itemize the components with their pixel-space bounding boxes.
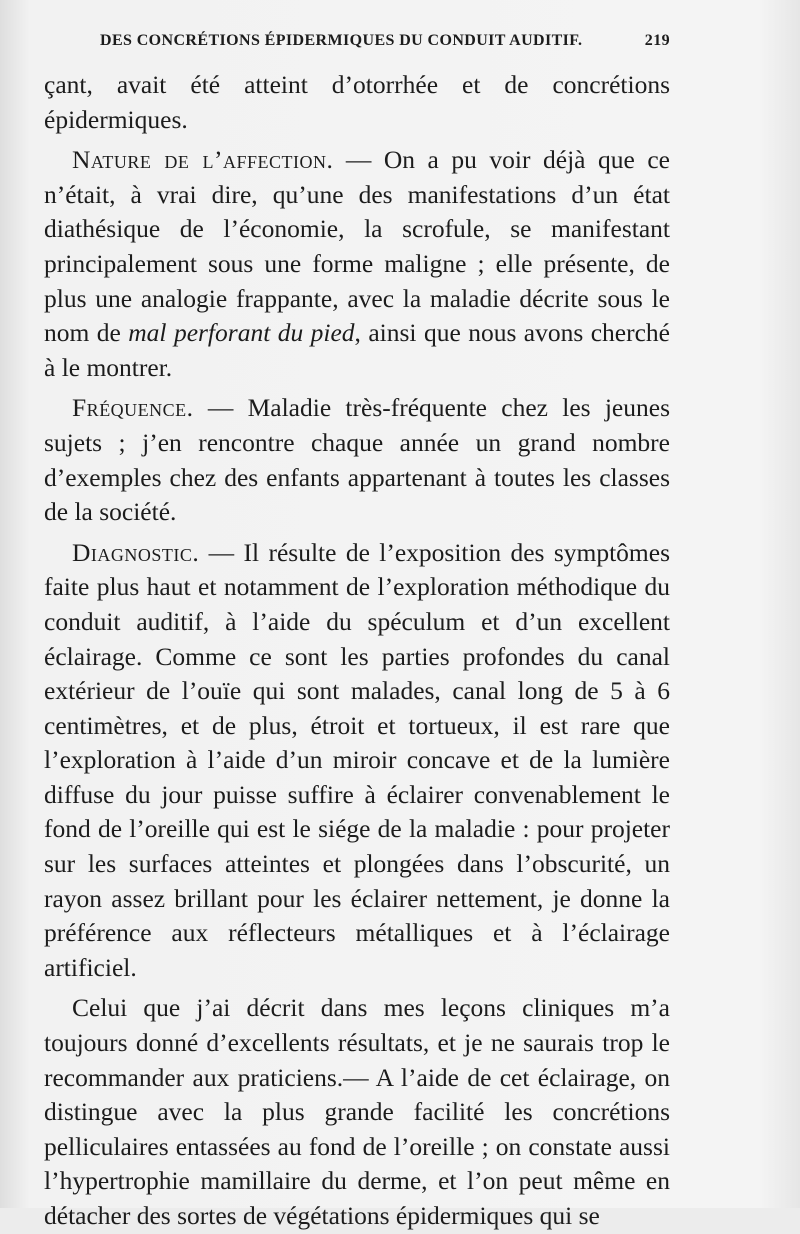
paragraph-eclairage: Celui que j’ai décrit dans mes leçons cliniques m’a toujours donné d’excellents résultats, et je ne saurais trop le recommander aux praticiens.— A l’aide de cet éclairage, on distingue avec la plus grande facilité les concrétions pelliculaires entassées au fond de l’oreille ; on constate aussi l’hypertrophie mamillaire du derme, et l’on peut même en détacher des sortes de végétations épidermiques qui se	[44, 993, 670, 1230]
paragraph-text: — Maladie très-fréquente chez les jeunes sujets ; j’en rencontre chaque année un grand nombre d’exemples chez des enfants appartenant à toutes les classes de la société.	[44, 393, 670, 527]
running-title: DES CONCRÉTIONS ÉPIDERMIQUES DU CONDUIT AUDITIF.	[100, 32, 583, 49]
section-heading-frequence: Fréquence.	[72, 393, 194, 423]
section-heading-nature: Nature de l’affection.	[72, 145, 334, 175]
body-text	[44, 68, 670, 1234]
paragraph-diagnostic	[44, 536, 670, 986]
paragraph-text: — On a pu voir déjà que ce n’était, à vrai dire, qu’une des manifestations d’un état diathésique de l’économie, la scrofule, se manifestant principalement sous une forme maligne ; elle présente, de plus une analogie frappante, avec la maladie décrite sous le nom de	[44, 145, 670, 348]
section-heading-diagnostic: Diagnostic.	[72, 537, 200, 567]
paragraph-text: — Il résulte de l’exposition des symptômes faite plus haut et notamment de l’exploration méthodique du conduit auditif, à l’aide du spéculum et d’un excellent éclairage. Comme ce sont les parties profondes du canal extérieur de l’ouïe qui sont malades, canal long de 5 à 6 centimètres, et de plus, étroit et tortueux, il est rare que l’exploration à l’aide d’un miroir concave et de la lumière diffuse du jour puisse suffire à éclairer convenablement le fond de l’oreille qui est le siége de la maladie : pour projeter sur les surfaces atteintes et plongées dans l’obscurité, un rayon assez brillant pour les éclairer nettement, je donne la préférence aux réflecteurs métalliques et à l’éclairage artificiel.	[44, 537, 670, 982]
paragraph-continuation: çant, avait été atteint d’otorrhée et de concrétions épidermiques.	[44, 70, 670, 134]
running-header	[100, 32, 670, 50]
page-number: 219	[644, 32, 670, 49]
italic-term: mal perforant du pied	[128, 318, 355, 348]
paragraph-frequence	[44, 391, 670, 529]
paragraph-text: , ainsi que nous avons cherché à le montrer.	[44, 318, 670, 382]
paragraph-nature	[44, 143, 670, 385]
